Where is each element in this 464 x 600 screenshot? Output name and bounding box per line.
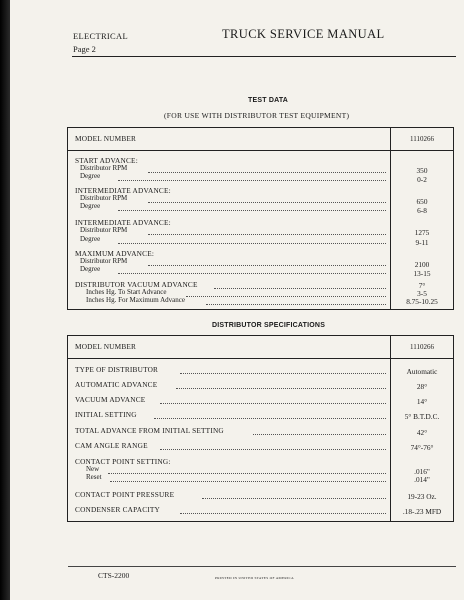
group-heading: INTERMEDIATE ADVANCE: xyxy=(75,186,171,195)
leader-dots xyxy=(186,296,386,297)
leader-dots xyxy=(180,373,386,374)
item-label: Inches Hg. To Start Advance xyxy=(86,288,167,296)
item-value: 6-8 xyxy=(417,206,427,215)
item-value: 350 xyxy=(416,166,428,175)
spec-sub-label: Reset xyxy=(86,473,102,481)
item-value: 0-2 xyxy=(417,175,427,184)
item-label: Degree xyxy=(80,172,101,180)
spec-row-value: 28° xyxy=(416,382,428,391)
scan-page-edge xyxy=(0,0,10,600)
leader-dots xyxy=(206,304,386,305)
footer-rule xyxy=(68,566,456,567)
spec-row-value: Automatic xyxy=(406,367,438,376)
spec-row-label: TYPE OF DISTRIBUTOR xyxy=(75,365,159,374)
model-number-label: MODEL NUMBER xyxy=(75,134,137,143)
test-data-table xyxy=(67,127,454,310)
leader-dots xyxy=(108,473,386,474)
spec-sub-value: .016" xyxy=(414,467,430,476)
item-value: 650 xyxy=(416,197,428,206)
page-number: Page 2 xyxy=(73,44,96,54)
spec-row-label: CONTACT POINT PRESSURE xyxy=(75,490,175,499)
spec-row-value: 42° xyxy=(416,428,428,437)
specs-table xyxy=(67,335,454,522)
leader-dots xyxy=(148,265,386,266)
group-heading: DISTRIBUTOR VACUUM ADVANCE xyxy=(75,280,198,289)
item-value: 8.75-10.25 xyxy=(406,297,438,306)
heading-value: 7° xyxy=(418,281,426,290)
leader-dots xyxy=(110,481,386,482)
spec-row-label: CAM ANGLE RANGE xyxy=(75,441,148,450)
group-heading: START ADVANCE: xyxy=(75,156,138,165)
header-section: ELECTRICAL xyxy=(73,31,128,41)
spec-sub-label: New xyxy=(86,465,100,473)
item-label: Distributor RPM xyxy=(80,164,128,172)
item-label: Degree xyxy=(80,235,101,243)
item-label: Inches Hg. For Maximum Advance xyxy=(86,296,185,304)
spec-row-label: CONDENSER CAPACITY xyxy=(75,505,161,514)
header-rule xyxy=(72,56,456,57)
item-label: Degree xyxy=(80,202,101,210)
model-number-value: 1110266 xyxy=(410,343,434,351)
group-heading: MAXIMUM ADVANCE: xyxy=(75,249,155,258)
item-label: Distributor RPM xyxy=(80,194,128,202)
footer-code: CTS-2200 xyxy=(98,571,130,580)
item-value: 3-5 xyxy=(417,289,427,298)
leader-dots xyxy=(253,434,386,435)
column-divider xyxy=(390,128,391,309)
item-value: 13-15 xyxy=(413,269,431,278)
footer-printed-notice: PRINTED IN UNITED STATES OF AMERICA xyxy=(215,576,294,580)
leader-dots xyxy=(118,273,386,274)
spec-row-label: VACUUM ADVANCE xyxy=(75,395,146,404)
spec-row-label: AUTOMATIC ADVANCE xyxy=(75,380,158,389)
leader-dots xyxy=(160,449,386,450)
leader-dots xyxy=(148,202,386,203)
item-value: 2100 xyxy=(414,260,430,269)
spec-row-value: .18-.23 MFD xyxy=(402,507,442,516)
spec-row-value: 14° xyxy=(416,397,428,406)
contact-setting-heading: CONTACT POINT SETTING: xyxy=(75,457,171,466)
leader-dots xyxy=(160,403,386,404)
leader-dots xyxy=(202,498,386,499)
item-value: 9-11 xyxy=(415,238,429,247)
item-label: Degree xyxy=(80,265,101,273)
spec-row-value: 5° B.T.D.C. xyxy=(404,412,440,421)
specs-title: DISTRIBUTOR SPECIFICATIONS xyxy=(212,322,326,329)
leader-dots xyxy=(180,513,386,514)
model-number-value: 1110266 xyxy=(410,135,434,143)
leader-dots xyxy=(148,234,386,235)
header-title: TRUCK SERVICE MANUAL xyxy=(222,27,385,41)
item-value: 1275 xyxy=(414,228,430,237)
spec-row-label: TOTAL ADVANCE FROM INITIAL SETTING xyxy=(75,426,224,435)
leader-dots xyxy=(154,418,386,419)
test-data-subtitle: (FOR USE WITH DISTRIBUTOR TEST EQUIPMENT) xyxy=(164,111,350,120)
column-divider xyxy=(390,336,391,521)
leader-dots xyxy=(118,180,386,181)
model-number-label: MODEL NUMBER xyxy=(75,342,137,351)
spec-row-value: 19-23 Oz. xyxy=(407,492,437,501)
test-data-title: TEST DATA xyxy=(248,97,289,104)
leader-dots xyxy=(118,210,386,211)
leader-dots xyxy=(176,388,386,389)
leader-dots xyxy=(148,172,386,173)
group-heading: INTERMEDIATE ADVANCE: xyxy=(75,218,171,227)
leader-dots xyxy=(118,243,386,244)
spec-sub-value: .014" xyxy=(414,475,430,484)
spec-row-label: INITIAL SETTING xyxy=(75,410,137,419)
spec-row-value: 74°-76° xyxy=(410,443,434,452)
item-label: Distributor RPM xyxy=(80,257,128,265)
leader-dots xyxy=(214,288,386,289)
item-label: Distributor RPM xyxy=(80,226,128,234)
